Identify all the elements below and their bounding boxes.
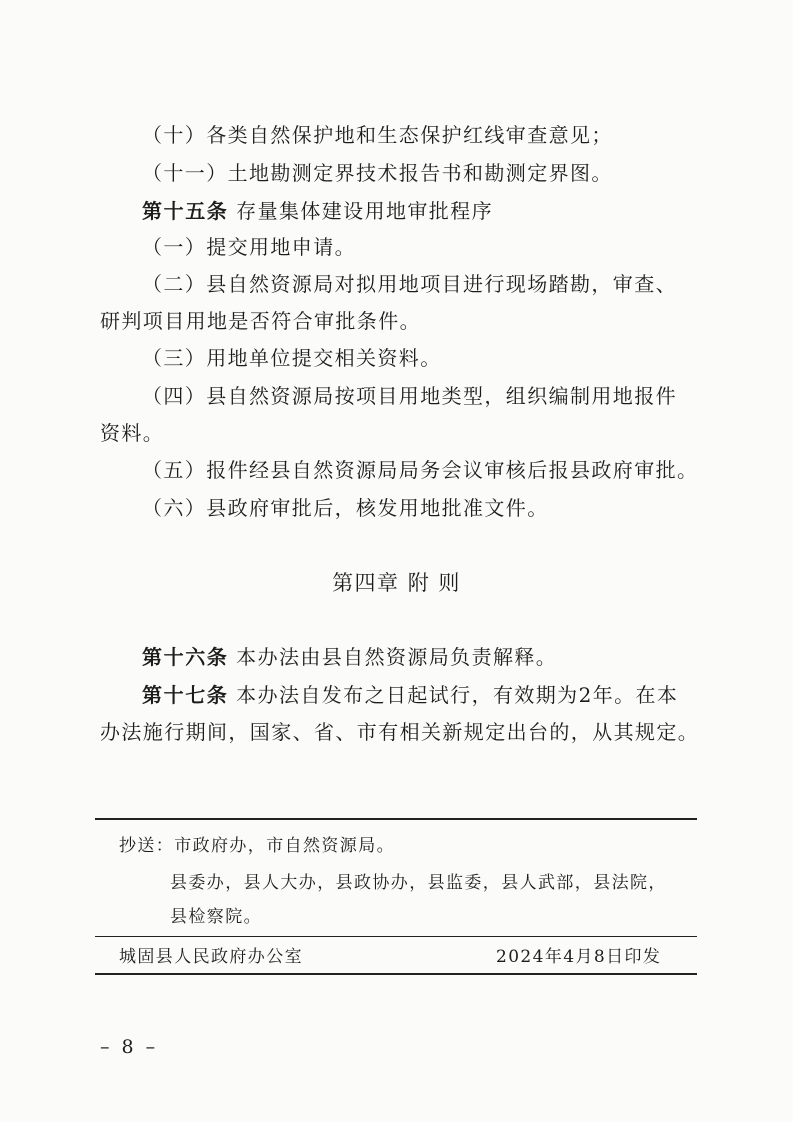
- step-4-line-1: （四）县自然资源局按项目用地类型，组织编制用地报件: [142, 384, 677, 408]
- cc-label: 抄送：: [119, 836, 175, 856]
- article-16-text: 本办法由县自然资源局负责解释。: [236, 645, 558, 669]
- cc-line-1: [119, 834, 395, 858]
- step-6: （六）县政府审批后，核发用地批准文件。: [142, 496, 549, 520]
- issue-date: 2024年4月8日印发: [496, 947, 662, 967]
- step-4-line-2: 资料。: [100, 421, 165, 445]
- cc-recipients-3: 县检察院。: [170, 907, 262, 927]
- chapter-heading: 第四章 附 则: [332, 571, 461, 595]
- footer-bottom-rule: [95, 973, 697, 975]
- article-17-line-1: [142, 681, 678, 709]
- article-16: [142, 643, 557, 671]
- item-10: （十）各类自然保护地和生态保护红线审查意见；: [142, 123, 613, 147]
- article-15-heading: 第十五条: [142, 199, 229, 223]
- step-5: （五）报件经县自然资源局局务会议审核后报县政府审批。: [142, 458, 699, 482]
- article-15: [142, 197, 493, 225]
- article-17-text-1: 本办法自发布之日起试行，有效期为2年。在本: [236, 683, 679, 707]
- step-2-line-2: 研判项目用地是否符合审批条件。: [100, 309, 421, 333]
- step-3: （三）用地单位提交相关资料。: [142, 346, 442, 370]
- cc-recipients-1: 市政府办，市自然资源局。: [174, 836, 396, 856]
- footer-middle-rule: [95, 936, 697, 937]
- cc-recipients-2: 县委办，县人大办，县政协办，县监委，县人武部，县法院，: [170, 873, 667, 893]
- article-17-line-2: 办法施行期间，国家、省、市有相关新规定出台的，从其规定。: [100, 720, 700, 744]
- article-17-heading: 第十七条: [142, 683, 229, 707]
- step-2-line-1: （二）县自然资源局对拟用地项目进行现场踏勘，审查、: [142, 272, 677, 296]
- issuer: 城固县人民政府办公室: [119, 947, 303, 967]
- article-15-title: 存量集体建设用地审批程序: [236, 199, 493, 223]
- item-11: （十一）土地勘测定界技术报告书和勘测定界图。: [142, 161, 613, 185]
- article-16-heading: 第十六条: [142, 645, 229, 669]
- step-1: （一）提交用地申请。: [142, 235, 356, 259]
- footer-top-rule: [95, 818, 697, 820]
- page-number: – 8 –: [100, 1036, 159, 1058]
